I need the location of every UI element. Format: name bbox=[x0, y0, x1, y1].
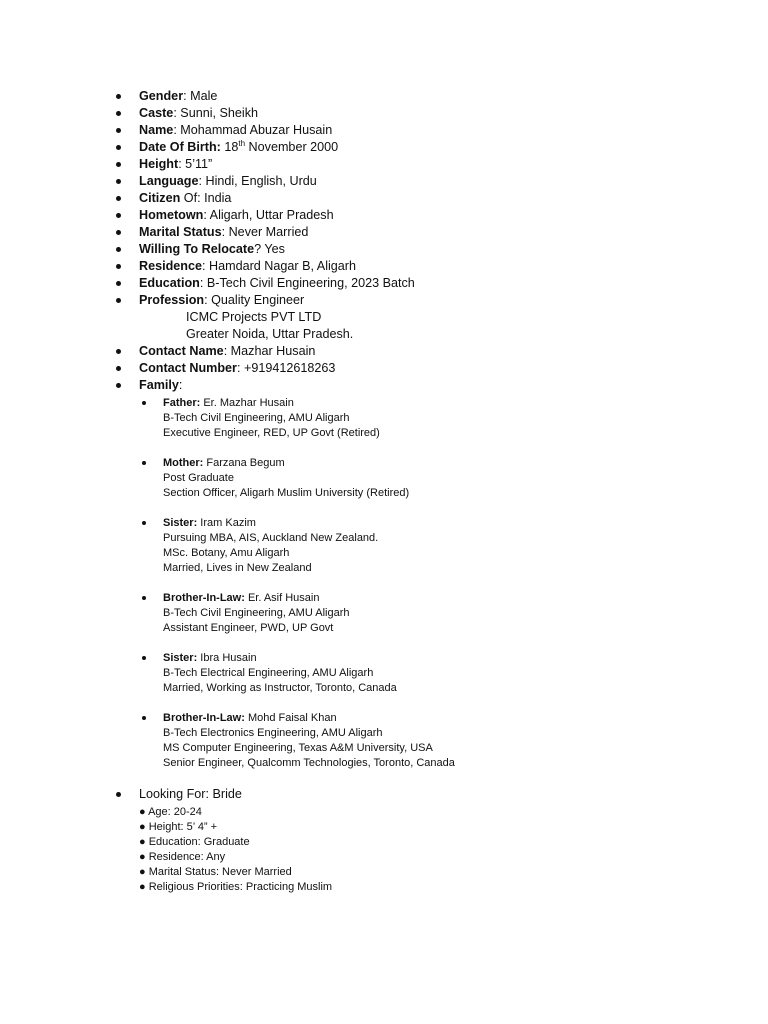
detail-language bbox=[116, 173, 736, 190]
detail-value: : 5’11” bbox=[178, 157, 213, 171]
family-member-sister-1 bbox=[139, 516, 736, 576]
detail-value: : Sunni, Sheikh bbox=[173, 106, 259, 120]
detail-name bbox=[116, 122, 736, 139]
detail-label: Language bbox=[139, 174, 199, 188]
member-detail: Pursuing MBA, AIS, Auckland New Zealand. bbox=[163, 532, 379, 544]
detail-value: : B-Tech Civil Engineering, 2023 Batch bbox=[199, 276, 415, 290]
detail-value: : Hindi, English, Urdu bbox=[198, 174, 317, 188]
family-section bbox=[116, 377, 736, 771]
detail-value: : Mazhar Husain bbox=[223, 344, 316, 358]
detail-label: Contact Number bbox=[139, 361, 237, 375]
detail-residence bbox=[116, 258, 736, 275]
member-relation: Father: bbox=[163, 397, 201, 409]
detail-profession bbox=[116, 292, 736, 343]
member-detail: MS Computer Engineering, Texas A&M University, USA bbox=[163, 742, 433, 754]
detail-willing-to-relocate bbox=[116, 241, 736, 258]
detail-label: Profession bbox=[139, 293, 205, 307]
preference-item: ● Marital Status: Never Married bbox=[139, 866, 292, 878]
detail-contact-number bbox=[116, 360, 736, 377]
detail-height bbox=[116, 156, 736, 173]
detail-label: Residence bbox=[139, 259, 202, 273]
member-name: Er. Mazhar Husain bbox=[200, 397, 294, 409]
member-name: Farzana Begum bbox=[203, 457, 285, 469]
detail-education bbox=[116, 275, 736, 292]
detail-value: : Mohammad Abuzar Husain bbox=[173, 123, 333, 137]
detail-value: : +919412618263 bbox=[236, 361, 336, 375]
member-detail: Section Officer, Aligarh Muslim University (Retired) bbox=[163, 487, 410, 499]
family-member-brother-in-law-1 bbox=[139, 591, 736, 636]
detail-label: Willing To Relocate bbox=[139, 242, 255, 256]
preference-item: ● Education: Graduate bbox=[139, 836, 250, 848]
detail-label: Contact Name bbox=[139, 344, 224, 358]
detail-contact-name bbox=[116, 343, 736, 360]
member-detail: Senior Engineer, Qualcomm Technologies, Toronto, Canada bbox=[163, 757, 455, 769]
detail-caste bbox=[116, 105, 736, 122]
detail-value: : Hamdard Nagar B, Aligarh bbox=[202, 259, 356, 273]
detail-citizen bbox=[116, 190, 736, 207]
detail-value: : Quality Engineer bbox=[204, 293, 305, 307]
family-list bbox=[139, 396, 736, 771]
detail-label: Marital Status bbox=[139, 225, 222, 239]
detail-label: Gender bbox=[139, 89, 184, 103]
family-member-sister-2 bbox=[139, 651, 736, 696]
member-relation: Brother-In-Law: bbox=[163, 712, 245, 724]
detail-label: Caste bbox=[139, 106, 174, 120]
detail-marital-status bbox=[116, 224, 736, 241]
member-name: Mohd Faisal Khan bbox=[244, 712, 337, 724]
member-detail: B-Tech Civil Engineering, AMU Aligarh bbox=[163, 607, 350, 619]
preference-item: ● Residence: Any bbox=[139, 851, 226, 863]
family-member-brother-in-law-2 bbox=[139, 711, 736, 771]
detail-label: Citizen bbox=[139, 191, 181, 205]
detail-label: Name bbox=[139, 123, 174, 137]
member-name: Iram Kazim bbox=[197, 517, 256, 529]
detail-value: : Aligarh, Uttar Pradesh bbox=[203, 208, 334, 222]
detail-gender bbox=[116, 88, 736, 105]
preference-list bbox=[139, 805, 736, 895]
detail-value-rest: November 2000 bbox=[245, 140, 339, 154]
member-detail: MSc. Botany, Amu Aligarh bbox=[163, 547, 290, 559]
member-detail: Executive Engineer, RED, UP Govt (Retired) bbox=[163, 427, 380, 439]
employer-location: Greater Noida, Uttar Pradesh. bbox=[186, 327, 354, 341]
family-suffix: : bbox=[178, 378, 183, 392]
detail-date-of-birth bbox=[116, 139, 736, 156]
preference-item: ● Religious Priorities: Practicing Muslim bbox=[139, 881, 333, 893]
member-relation: Sister: bbox=[163, 652, 198, 664]
member-detail: Married, Lives in New Zealand bbox=[163, 562, 312, 574]
member-relation: Mother: bbox=[163, 457, 204, 469]
member-relation: Sister: bbox=[163, 517, 198, 529]
member-detail: B-Tech Electronics Engineering, AMU Aligarh bbox=[163, 727, 383, 739]
detail-label: Education bbox=[139, 276, 200, 290]
member-name: Er. Asif Husain bbox=[244, 592, 320, 604]
detail-label: Height bbox=[139, 157, 179, 171]
detail-value: ? Yes bbox=[254, 242, 285, 256]
detail-label: Hometown bbox=[139, 208, 204, 222]
family-member-father bbox=[139, 396, 736, 441]
looking-for-section bbox=[116, 786, 736, 895]
preference-item: ● Age: 20-24 bbox=[139, 806, 202, 818]
member-name: Ibra Husain bbox=[197, 652, 257, 664]
detail-value: 18 bbox=[220, 140, 239, 154]
member-relation: Brother-In-Law: bbox=[163, 592, 245, 604]
looking-for-title: Looking For: Bride bbox=[139, 787, 242, 801]
member-detail: Post Graduate bbox=[163, 472, 234, 484]
member-detail: Assistant Engineer, PWD, UP Govt bbox=[163, 622, 334, 634]
preference-item: ● Height: 5’ 4” + bbox=[139, 821, 218, 833]
family-label: Family bbox=[139, 378, 179, 392]
detail-value: Of: India bbox=[180, 191, 232, 205]
family-member-mother bbox=[139, 456, 736, 501]
detail-label: Date Of Birth: bbox=[139, 140, 221, 154]
employer-name: ICMC Projects PVT LTD bbox=[186, 310, 322, 324]
detail-hometown bbox=[116, 207, 736, 224]
member-detail: Married, Working as Instructor, Toronto, Canada bbox=[163, 682, 397, 694]
detail-value: : Never Married bbox=[221, 225, 309, 239]
member-detail: B-Tech Civil Engineering, AMU Aligarh bbox=[163, 412, 350, 424]
detail-value: : Male bbox=[183, 89, 218, 103]
biodata-list bbox=[116, 88, 736, 895]
ordinal-suffix: th bbox=[238, 138, 246, 148]
member-detail: B-Tech Electrical Engineering, AMU Aligarh bbox=[163, 667, 374, 679]
